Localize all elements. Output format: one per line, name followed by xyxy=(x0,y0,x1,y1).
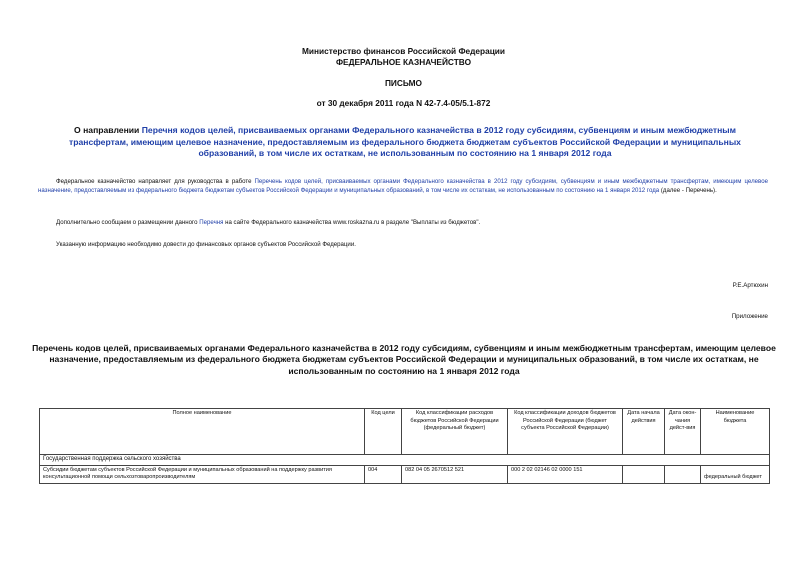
column-header-name: Полное наименование xyxy=(40,409,365,455)
body-paragraph-3: Указанную информацию необходимо довести до финансовых органов субъектов Российской Федерации. xyxy=(56,241,356,248)
column-header-income-code: Код классификации доходов бюджетов Российской Федерации (бюджет субъекта Российской Федерации) xyxy=(508,409,623,455)
list-title: Перечень кодов целей, присваиваемых органами Федерального казначейства в 2012 году субсидиям, субвенциям и иным межбюджетным трансфертам, имеющим целевое назначение, предоставляемым из федерального бюджета бюджетам субъектов Российской Федерации и муниципальных образований, в том числе их остаткам, не использованным по состоянию на 1 января 2012 года xyxy=(32,343,776,376)
paragraph-2-text: Дополнительно сообщаем о размещении данного xyxy=(56,219,200,226)
document-type: ПИСЬМО xyxy=(384,78,423,88)
list-short-link[interactable]: Перечня xyxy=(199,219,224,226)
subject-prefix: О направлении xyxy=(74,125,142,135)
list-link[interactable]: Перечень кодов целей, присваиваемых органами Федерального казначейства в 2012 году субсидиям, субвенциям и иным межбюджетным трансфертам, имеющим целевое назначение, предоставляемым из федерального бюджета бюджетам субъектов Российской Федерации и муниципальных образований, в том числе их остаткам, не использованным по состоянию на 1 января 2012 года xyxy=(38,178,768,195)
subject-link[interactable]: Перечня кодов целей, присваиваемых органами Федерального казначейства в 2012 году субсидиям, субвенциям и иным межбюджетным трансфертам, имеющим целевое назначение, предоставляемым из федерального бюджета бюджетам субъектов Российской Федерации и муниципальных образований, в том числе их остаткам, не использованным по состоянию на 1 января 2012 года xyxy=(69,125,741,158)
column-header-budget: Наименование бюджета xyxy=(701,409,770,455)
document-subject xyxy=(60,125,750,160)
attachment-label: Приложение xyxy=(731,313,768,320)
cell-start-date xyxy=(623,465,665,483)
codes-table xyxy=(39,408,770,484)
treasury-name: ФЕДЕРАЛЬНОЕ КАЗНАЧЕЙСТВО xyxy=(335,57,472,67)
paragraph-1-suffix: (далее - Перечень). xyxy=(659,187,717,195)
column-header-start-date: Дата начала действия xyxy=(623,409,665,455)
column-header-goal-code: Код цели xyxy=(365,409,402,455)
paragraph-1-text: Федеральное казначейство направляет для руководства в работе xyxy=(56,178,255,185)
cell-end-date xyxy=(665,465,701,483)
table-row xyxy=(40,465,770,483)
body-paragraph-1 xyxy=(38,177,768,196)
column-header-end-date: Дата окон-чания дейст-вия xyxy=(665,409,701,455)
cell-name: Субсидии бюджетам субъектов Российской Федерации и муниципальных образований на поддержку развития консультационной помощи сельхозтоваропроизводителям xyxy=(40,465,365,483)
section-heading: Государственная поддержка сельского хозяйства xyxy=(40,455,770,466)
paragraph-2-suffix: на сайте Федерального казначейства www.roskazna.ru в разделе "Выплаты из бюджетов". xyxy=(223,219,481,226)
cell-budget: федеральный бюджет xyxy=(701,465,770,483)
cell-goal-code: 004 xyxy=(365,465,402,483)
ministry-name: Министерство финансов Российской Федерации xyxy=(301,46,506,56)
cell-expense-code: 082 04 05 2670512 521 xyxy=(402,465,508,483)
body-paragraph-2 xyxy=(56,218,768,227)
cell-income-code: 000 2 02 02146 02 0000 151 xyxy=(508,465,623,483)
column-header-expense-code: Код классификации расходов бюджетов Российской Федерации (федеральный бюджет) xyxy=(402,409,508,455)
document-date-number: от 30 декабря 2011 года N 42-7.4-05/5.1-872 xyxy=(316,98,491,108)
signature: Р.Е.Артюхин xyxy=(732,282,768,289)
